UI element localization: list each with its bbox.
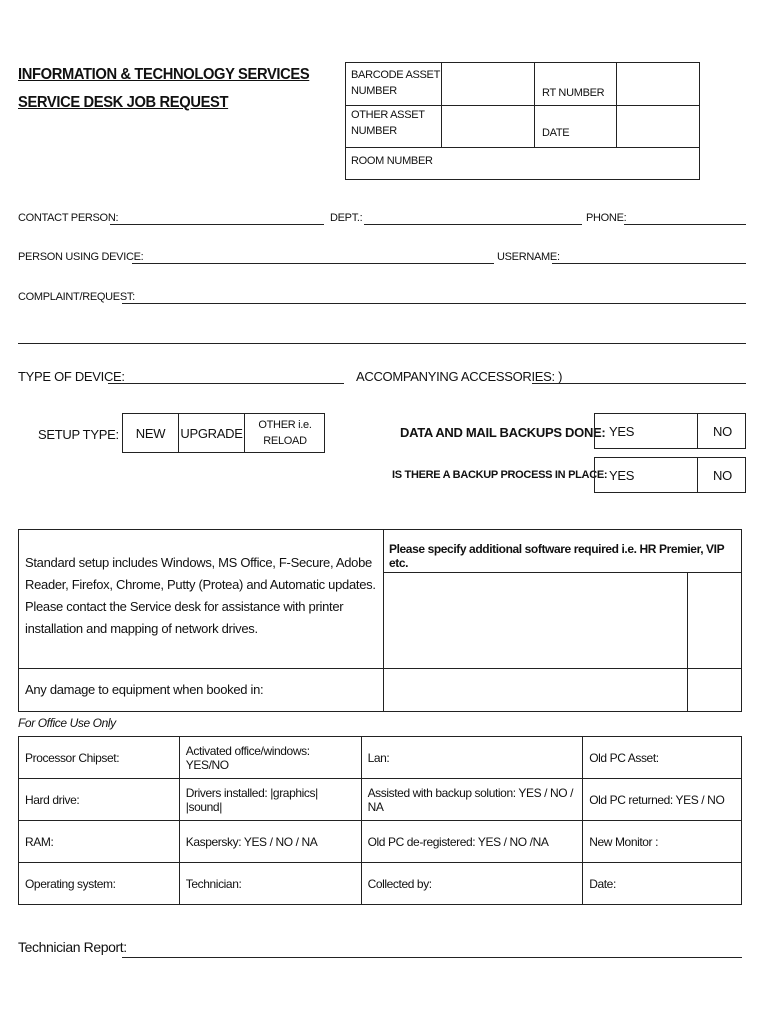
accompanying-label: ACCOMPANYING ACCESSORIES: ) [356, 369, 563, 384]
backup-process-box [594, 457, 746, 493]
damage-field[interactable] [384, 669, 687, 711]
backups-done-label: DATA AND MAIL BACKUPS DONE: [400, 425, 606, 440]
room-number-label: ROOM NUMBER [351, 155, 433, 167]
username-field[interactable] [552, 263, 746, 264]
damage-label: Any damage to equipment when booked in: [25, 682, 264, 697]
asset-box [345, 62, 700, 180]
rt-number-label: RT NUMBER [542, 87, 605, 99]
office-cell[interactable]: Technician: [179, 863, 361, 905]
setup-type-box [122, 413, 325, 453]
office-cell[interactable]: Activated office/windows: YES/NO [179, 737, 361, 779]
other-asset-label: OTHER ASSET NUMBER [351, 109, 425, 137]
office-cell[interactable]: Kaspersky: YES / NO / NA [179, 821, 361, 863]
software-block [18, 529, 742, 712]
office-cell[interactable]: Lan: [361, 737, 583, 779]
contact-person-label: CONTACT PERSON: [18, 212, 119, 224]
office-cell[interactable]: Old PC Asset: [583, 737, 742, 779]
office-cell[interactable]: RAM: [19, 821, 180, 863]
setup-type-label: SETUP TYPE: [38, 427, 119, 442]
backups-done-box [594, 413, 746, 449]
office-cell[interactable]: Old PC de-registered: YES / NO /NA [361, 821, 583, 863]
complaint-label: COMPLAINT/REQUEST: [18, 291, 135, 303]
office-cell[interactable]: New Monitor : [583, 821, 742, 863]
setup-new-option[interactable]: NEW [135, 426, 166, 441]
office-use-caption: For Office Use Only [18, 716, 116, 730]
username-label: USERNAME: [497, 251, 560, 263]
type-of-device-field[interactable] [108, 383, 344, 384]
backup-process-no[interactable]: NO [713, 468, 732, 483]
form-title-line2: SERVICE DESK JOB REQUEST [18, 94, 229, 111]
office-cell[interactable]: Hard drive: [19, 779, 180, 821]
table-row [19, 863, 742, 905]
office-cell[interactable]: Processor Chipset: [19, 737, 180, 779]
person-using-device-field[interactable] [132, 263, 494, 264]
person-using-device-label: PERSON USING DEVICE: [18, 251, 144, 263]
office-cell[interactable]: Drivers installed: |graphics| |sound| [179, 779, 361, 821]
backup-process-label: IS THERE A BACKUP PROCESS IN PLACE: [392, 469, 608, 481]
technician-report-label: Technician Report: [18, 939, 127, 955]
standard-setup-text: Standard setup includes Windows, MS Office, F-Secure, Adobe Reader, Firefox, Chrome, Putty (Protea) and Automatic updates. Please contact the Service desk for assistance with printer installation and mapping of network drives. [25, 555, 376, 636]
setup-upgrade-option[interactable]: UPGRADE [180, 426, 243, 441]
technician-report-field[interactable] [122, 957, 742, 958]
contact-person-field[interactable] [110, 224, 324, 225]
table-row [19, 779, 742, 821]
additional-software-label: Please specify additional software required i.e. HR Premier, VIP etc. [389, 542, 724, 570]
form-title-line1: INFORMATION & TECHNOLOGY SERVICES [18, 66, 310, 83]
office-use-table [18, 736, 742, 905]
office-cell[interactable]: Old PC returned: YES / NO [583, 779, 742, 821]
phone-field[interactable] [624, 224, 746, 225]
type-of-device-label: TYPE OF DEVICE: [18, 369, 125, 384]
complaint-field[interactable] [122, 303, 746, 304]
barcode-asset-label: BARCODE ASSET NUMBER [351, 69, 441, 97]
date-label: DATE [542, 127, 570, 139]
table-row [19, 737, 742, 779]
backups-done-yes[interactable]: YES [609, 424, 635, 439]
setup-other-option[interactable]: OTHER i.e. RELOAD [258, 419, 312, 447]
dept-label: DEPT.: [330, 212, 363, 224]
office-cell[interactable]: Operating system: [19, 863, 180, 905]
additional-software-field[interactable] [384, 573, 687, 668]
office-cell[interactable]: Date: [583, 863, 742, 905]
table-row [19, 821, 742, 863]
dept-field[interactable] [364, 224, 582, 225]
office-cell[interactable]: Collected by: [361, 863, 583, 905]
backup-process-yes[interactable]: YES [609, 468, 635, 483]
complaint-field-line2[interactable] [18, 343, 746, 344]
office-cell[interactable]: Assisted with backup solution: YES / NO / NA [361, 779, 583, 821]
accompanying-field[interactable] [532, 383, 746, 384]
phone-label: PHONE: [586, 212, 627, 224]
backups-done-no[interactable]: NO [713, 424, 732, 439]
